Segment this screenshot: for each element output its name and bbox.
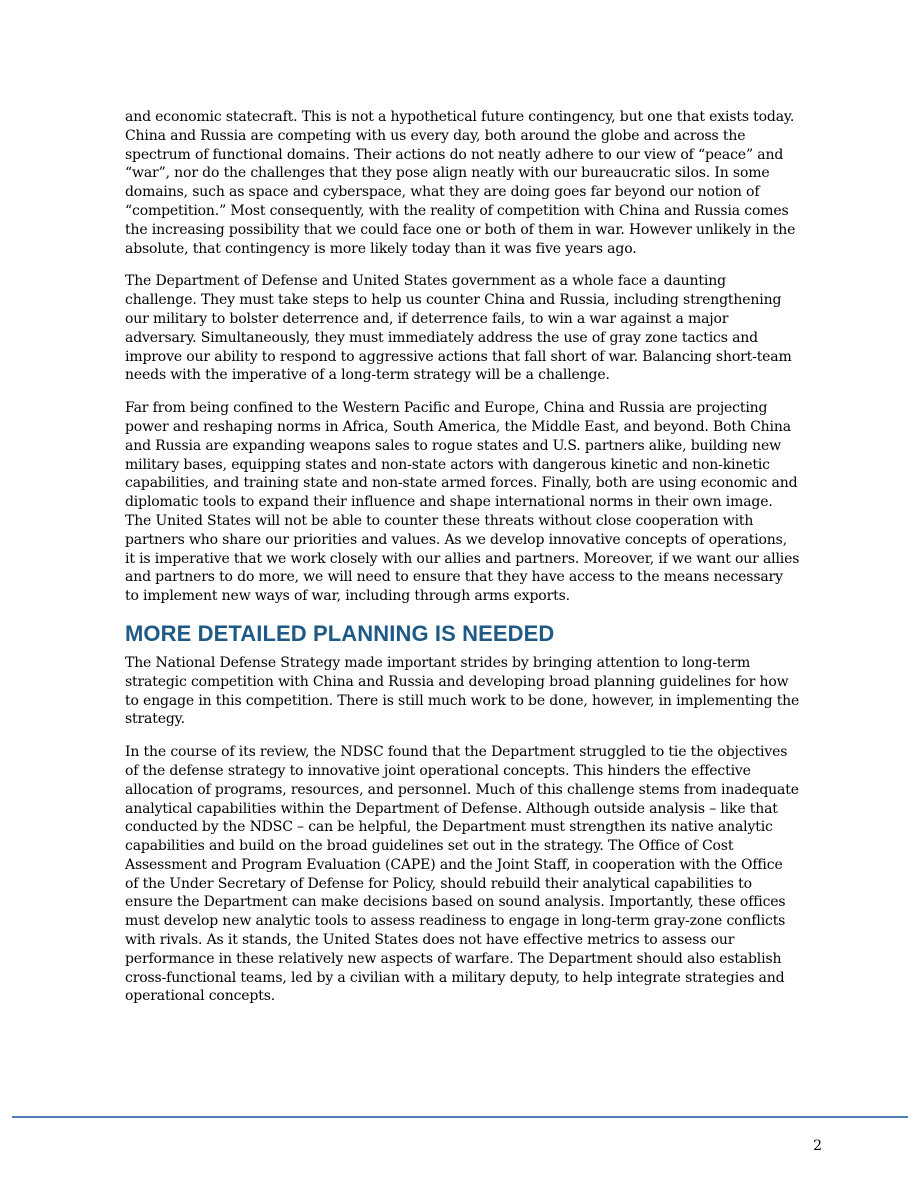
paragraph-global-reach: Far from being confined to the Western Pacific and Europe, China and Russia are projecting power and reshaping norms in Africa, South America, the Middle East, and beyond. Both China and Russia are expanding weapons sales to rogue states and U.S. partners alike, building new military bases, equipping states and non-state actors with dangerous kinetic and non-kinetic capabilities, and training state and non-state armed forces. Finally, both are using economic and diplomatic tools to expand their influence and shape international norms in their own image. The United States will not be able to counter these threats without close cooperation with partners who share our priorities and values. As we develop innovative concepts of operations, it is imperative that we work closely with our allies and partners. Moreover, if we want our allies and partners to do more, we will need to ensure that they have access to the means necessary to implement new ways of war, including through arms exports. <box>125 400 800 605</box>
paragraph-statecraft: and economic statecraft. This is not a hypothetical future contingency, but one that exists today. China and Russia are competing with us every day, both around the globe and across the spectrum of functional domains. Their actions do not neatly adhere to our view of “peace” and “war”, nor do the challenges that they pose align neatly with our bureaucratic silos. In some domains, such as space and cyberspace, what they are doing goes far beyond our notion of “competition.” Most consequently, with the reality of competition with China and Russia comes the increasing possibility that we could face one or both of them in war. However unlikely in the absolute, that contingency is more likely today than it was five years ago. <box>125 109 796 257</box>
paragraph-nds-strides: The National Defense Strategy made important strides by bringing attention to long-term strategic competition with China and Russia and developing broad planning guidelines for how to engage in this competition. There is still much work to be done, however, in implementing the strategy. <box>125 654 800 728</box>
footer-divider <box>12 1116 908 1118</box>
page-number: 2 <box>813 1138 822 1154</box>
paragraph-ndsc-review: In the course of its review, the NDSC found that the Department struggled to tie the objectives of the defense strategy to innovative joint operational concepts. This hinders the effective allocation of programs, resources, and personnel. Much of this challenge stems from inadequate analytical capabilities within the Department of Defense. Although outside analysis – like that conducted by the NDSC – can be helpful, the Department must strengthen its native analytic capabilities and build on the broad guidelines set out in the strategy. The Office of Cost Assessment and Program Evaluation (CAPE) and the Joint Staff, in cooperation with the Office of the Under Secretary of Defense for Policy, should rebuild their analytical capabilities to ensure the Department can make decisions based on sound analysis. Importantly, these offices must develop new analytic tools to assess readiness to engage in long-term gray-zone conflicts with rivals. As it stands, the United States does not have effective metrics to assess our performance in these relatively new aspects of warfare. The Department should also establish cross-functional teams, led by a civilian with a military deputy, to help integrate strategies and operational concepts. <box>125 744 799 1005</box>
paragraph-daunting-challenge: The Department of Defense and United States government as a whole face a daunting challenge. They must take steps to help us counter China and Russia, including strengthening our military to bolster deterrence and, if deterrence fails, to win a war against a major adversary. Simultaneously, they must immediately address the use of gray zone tactics and improve our ability to respond to aggressive actions that fall short of war. Balancing short-team needs with the imperative of a long-term strategy will be a challenge. <box>125 273 792 384</box>
section-heading: MORE DETAILED PLANNING IS NEEDED <box>125 620 555 646</box>
page-body <box>125 108 800 1020</box>
